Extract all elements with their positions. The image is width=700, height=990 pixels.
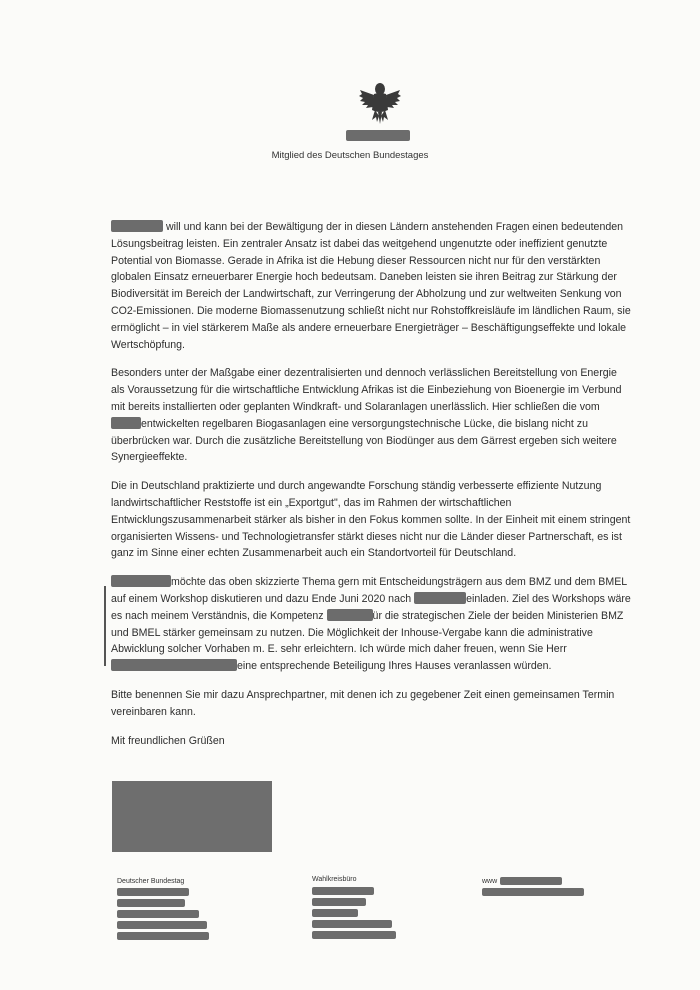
paragraph-4-text-a: möchte das oben skizzierte Thema gern mit Entscheidungsträgern aus dem BMZ und dem BMEL auf einem Workshop diskutieren und dazu Ende Juni 2020 nach: [111, 576, 627, 605]
redacted-member-name: [346, 130, 410, 141]
paragraph-2-text-b: entwickelten regelbaren Biogasanlagen eine versorgungstechnische Lücke, die bislang nicht zu überbrücken war. Durch die zusätzliche Bereitstellung von Biodünger aus dem Gärrest ergeben sich weitere Synergieeffekte.: [111, 417, 617, 464]
redacted-text: [111, 220, 163, 232]
redacted-address-line: [117, 921, 207, 929]
redacted-address-line: [312, 931, 396, 939]
paragraph-4-text-b: einladen. Ziel des Workshops wäre es nach meinem Verständnis, die Kompetenz: [111, 592, 631, 622]
redacted-text: [111, 575, 171, 587]
redacted-text: [111, 659, 237, 671]
paragraph-2-text-a: Besonders unter der Maßgabe einer dezentralisierten und dennoch verlässlichen Bereitstellung von Energie als Voraussetzung für die wirtschaftliche Entwicklung Afrikas ist die Einbeziehung von Bioenergie im Verbund mit bereits installierten oder geplanten Windkraft- und Solaranlagen unerlässlich. Hier schließen die vom: [111, 367, 622, 413]
paragraph-4-text-c: ür die strategischen Ziele der beiden Ministerien BMZ und BMEL stärker gemeinsam zu nutzen. Die Möglichkeit der Inhouse-Vergabe kann die administrative Abwicklung solcher Vorhaben m. E. sehr erleichtern. Ich würde mich daher freuen, wenn Sie Herr: [111, 609, 624, 656]
redacted-text: [111, 417, 141, 429]
redacted-text: [327, 609, 373, 621]
redacted-address-line: [482, 888, 584, 896]
paragraph-3-text: Die in Deutschland praktizierte und durch angewandte Forschung ständig verbesserte effiziente Nutzung landwirtschaftlicher Reststoffe ist ein „Exportgut", das im Rahmen der wirtschaftlichen Entwicklungszusammenarbeit stärker als bisher in den Fokus kommen sollte. In der Einheit mit einem stringent organisierten Wissens- und Technologietransfer stärkt dieses nicht nur die Länder dieser Partnerschaft, es ist ganz im Sinne einer echten Zusammenarbeit auch ein Standortvorteil für Deutschland.: [111, 480, 631, 560]
letterhead-subtitle: Mitglied des Deutschen Bundestages: [271, 150, 429, 161]
paragraph-1-text: will und kann bei der Bewältigung der in diesen Ländern anstehenden Fragen einen bedeutenden Lösungsbeitrag leisten. Ein zentraler Ansatz ist dabei das weitgehend ungenutzte oder ineffizient genutzte Potential von Biomasse. Gerade in Afrika ist die Hebung dieser Ressourcen nicht nur für den verstärkten globalen Einsatz erneuerbarer Energie hoch bedeutsam. Daneben leisten sie ihren Beitrag zur Stärkung der Biodiversität im Bereich der Landwirtschaft, zur Verringerung der Abholzung und zur weltweiten Senkung von CO2-Emissionen. Die moderne Biomassenutzung schließt nicht nur Rohstoffkreisläufe im ländlichen Raum, sie ermöglicht – in viel stärkerem Maße als andere erneuerbare Energieträger – Beschäftigungseffekte und lokale Wertschöpfung.: [111, 221, 631, 351]
redacted-address-line: [117, 899, 185, 907]
redacted-signature: [112, 781, 272, 852]
redacted-address-line: [312, 909, 358, 917]
footer-label-www: www: [482, 878, 498, 885]
paragraph-4-text-d: eine entsprechende Beteiligung Ihres Hauses veranlassen würden.: [237, 660, 552, 673]
footer-label-wahlkreisbuero: Wahlkreisbüro: [312, 876, 357, 883]
paragraph-5-text: Bitte benennen Sie mir dazu Ansprechpartner, mit denen ich zu gegebener Zeit einen gemeinsamen Termin vereinbaren kann.: [111, 688, 615, 718]
letter-body: [111, 219, 631, 761]
redacted-address-line: [117, 932, 209, 940]
closing-text: Mit freundlichen Grüßen: [111, 734, 225, 747]
redacted-website: [500, 877, 562, 885]
paragraph-2: [111, 365, 631, 466]
redacted-address-line: [117, 888, 189, 896]
paragraph-3: [111, 478, 631, 562]
margin-mark: [104, 586, 106, 666]
redacted-address-line: [117, 910, 199, 918]
redacted-address-line: [312, 920, 392, 928]
closing: [111, 733, 631, 750]
paragraph-1: [111, 219, 631, 353]
paragraph-5: [111, 687, 631, 721]
footer-label-bundestag: Deutscher Bundestag: [117, 878, 185, 885]
paragraph-4: [111, 574, 631, 675]
redacted-text: [414, 592, 466, 604]
federal-eagle-icon: [358, 80, 402, 126]
redacted-address-line: [312, 887, 374, 895]
redacted-address-line: [312, 898, 366, 906]
